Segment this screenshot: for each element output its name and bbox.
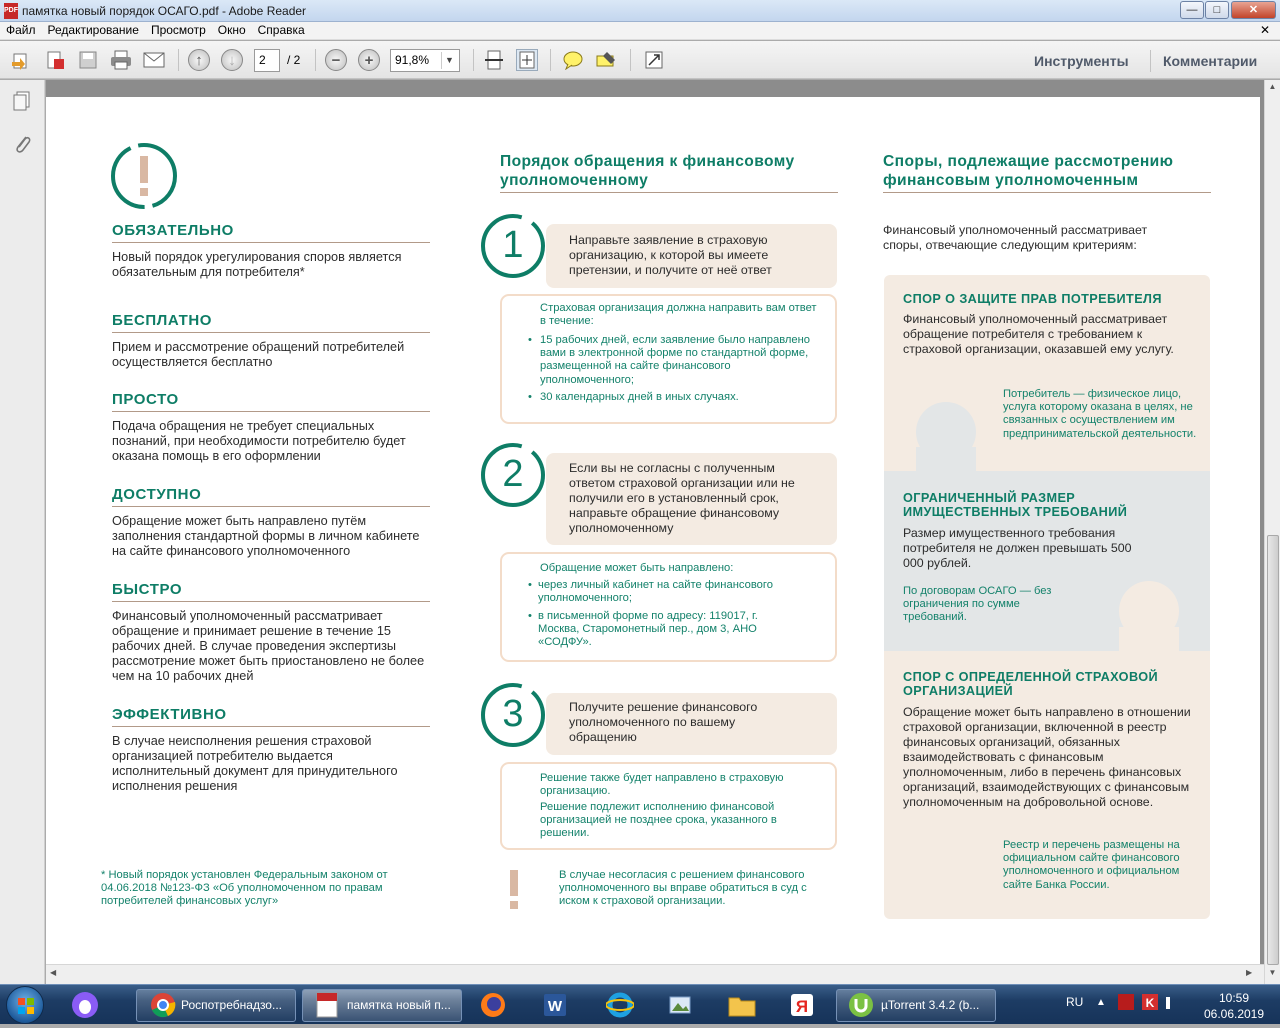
warning-text: В случае несогласия с решением финансового уполномоченного вы вправе обратиться в суд с иском к страховой организации. bbox=[559, 869, 807, 908]
exclamation-circle-icon bbox=[110, 142, 178, 210]
step-3-circle bbox=[480, 682, 546, 748]
criterion-1-title: СПОР О ЗАЩИТЕ ПРАВ ПОТРЕБИТЕЛЯ bbox=[903, 292, 1162, 306]
note-intro: Страховая организация должна направить вам ответ в течение: bbox=[540, 302, 817, 328]
taskbar-label: памятка новый п... bbox=[347, 998, 451, 1012]
window-title: памятка новый порядок ОСАГО.pdf - Adobe Reader bbox=[22, 4, 307, 18]
toolbar bbox=[0, 41, 1280, 79]
chrome-icon bbox=[148, 991, 178, 1019]
alice-icon[interactable] bbox=[70, 991, 100, 1019]
horizontal-scrollbar[interactable] bbox=[46, 964, 1264, 984]
puzzle-knob bbox=[916, 447, 976, 477]
section-title: ДОСТУПНО bbox=[112, 486, 430, 507]
menu-view[interactable]: Просмотр bbox=[150, 23, 206, 37]
menu-help[interactable]: Справка bbox=[257, 23, 305, 37]
create-pdf-icon[interactable] bbox=[44, 49, 66, 71]
page-total: / 2 bbox=[287, 53, 301, 67]
chevron-down-icon[interactable]: ▼ bbox=[441, 52, 457, 69]
svg-text:Я: Я bbox=[795, 997, 809, 1016]
middle-title: Порядок обращения к финансовому уполномоченному bbox=[500, 152, 838, 193]
scroll-up-icon[interactable]: ▲ bbox=[1268, 82, 1277, 91]
save-icon[interactable] bbox=[77, 49, 99, 71]
scroll-left-icon[interactable]: ◀ bbox=[50, 968, 57, 977]
menu-bar bbox=[0, 22, 1280, 40]
fullscreen-icon[interactable] bbox=[643, 49, 665, 71]
step-2-circle bbox=[480, 442, 546, 508]
criterion-3-text: Обращение может быть направлено в отношении страховой организации, включенной в реестр финансовых организаций, обязанных взаимодействовать с финансовым уполномоченным, либо в перечень финансовых организаций, взаимодействующих с финансовым уполномоченным на добровольной основе. bbox=[903, 705, 1191, 809]
criterion-1-note: Потребитель — физическое лицо, услуга которому оказана в целях, не связанных с осуществлением им предпринимательской деятельности. bbox=[1003, 388, 1197, 440]
taskbar-label: µTorrent 3.4.2 (b... bbox=[881, 998, 980, 1012]
scroll-thumb[interactable] bbox=[1267, 535, 1279, 965]
criterion-3-note: Реестр и перечень размещены на официальном сайте финансового уполномоченного и официальном сайте Банка России. bbox=[1003, 839, 1180, 891]
step-number: 3 bbox=[502, 693, 524, 735]
footnote: * Новый порядок установлен Федеральным законом от 04.06.2018 №123-ФЗ «Об уполномоченном по правам потребителей финансовых услуг» bbox=[101, 869, 388, 908]
menu-close-icon[interactable]: ✕ bbox=[1259, 23, 1270, 37]
section-title: БЕСПЛАТНО bbox=[112, 312, 430, 333]
right-intro: Финансовый уполномоченный рассматривает споры, отвечающие следующим критериям: bbox=[883, 223, 1148, 252]
yandex-browser-icon[interactable] bbox=[787, 991, 817, 1019]
svg-text:K: K bbox=[1145, 996, 1155, 1010]
note-bullet: 15 рабочих дней, если заявление было направлено вами в электронной форме по стандартной форме, размещенной на сайте финансового уполномоченного; bbox=[540, 334, 811, 386]
scroll-right-icon[interactable]: ▶ bbox=[1246, 968, 1253, 977]
folder-icon[interactable] bbox=[727, 991, 757, 1019]
taskbar-label: Роспотребнадзо... bbox=[181, 998, 282, 1012]
scroll-down-icon[interactable]: ▼ bbox=[1268, 968, 1277, 977]
language-indicator[interactable]: RU bbox=[1066, 995, 1084, 1009]
navigation-pane bbox=[0, 80, 45, 984]
fit-page-icon[interactable] bbox=[516, 49, 538, 71]
criterion-2-text: Размер имущественного требования потребителя не должен превышать 500 000 рублей. bbox=[903, 526, 1132, 570]
tools-pane-button[interactable]: Инструменты bbox=[1034, 53, 1129, 69]
note-text: Решение подлежит исполнению финансовой организацией не позднее срока, указанного в решении. bbox=[540, 801, 777, 840]
menu-window[interactable]: Окно bbox=[217, 23, 246, 37]
bullet-dot: • bbox=[528, 579, 532, 591]
right-title: Споры, подлежащие рассмотрению финансовым уполномоченным bbox=[883, 152, 1211, 193]
exclamation-icon bbox=[509, 870, 519, 910]
section-text: Прием и рассмотрение обращений потребителей осуществляется бесплатно bbox=[112, 340, 405, 369]
utorrent-icon bbox=[846, 991, 876, 1019]
open-icon[interactable] bbox=[10, 49, 32, 71]
section-text: Новый порядок урегулирования споров является обязательным для потребителя* bbox=[112, 250, 402, 279]
fit-width-icon[interactable] bbox=[483, 49, 505, 71]
criterion-2-title: ОГРАНИЧЕННЫЙ РАЗМЕР ИМУЩЕСТВЕННЫХ ТРЕБОВАНИЙ bbox=[903, 491, 1128, 519]
zoom-select[interactable] bbox=[390, 49, 460, 72]
bullet-dot: • bbox=[528, 334, 532, 346]
section-title: ПРОСТО bbox=[112, 391, 430, 412]
pdf-page bbox=[46, 97, 1260, 964]
adobe-tray-icon[interactable] bbox=[1118, 994, 1134, 1013]
vertical-scrollbar[interactable] bbox=[1264, 80, 1280, 984]
criterion-2-note: По договорам ОСАГО — без ограничения по сумме требований. bbox=[903, 585, 1052, 624]
tray-expand-icon[interactable]: ▲ bbox=[1096, 997, 1106, 1008]
word-icon[interactable] bbox=[540, 991, 570, 1019]
pages-icon[interactable] bbox=[11, 90, 33, 115]
note-intro: Обращение может быть направлено: bbox=[540, 562, 734, 574]
section-text: Обращение может быть направлено путём заполнения стандартной формы в личном кабинете на сайте финансового уполномоченного bbox=[112, 514, 420, 558]
zoom-value: 91,8% bbox=[395, 53, 430, 67]
bullet-dot: • bbox=[528, 391, 532, 403]
firefox-icon[interactable] bbox=[478, 991, 508, 1019]
clock-date[interactable]: 06.06.2019 bbox=[1203, 1007, 1265, 1021]
note-bullet: через личный кабинет на сайте финансового уполномоченного; bbox=[538, 579, 773, 605]
clock-time[interactable]: 10:59 bbox=[1218, 991, 1250, 1005]
step-number: 2 bbox=[502, 453, 524, 495]
highlight-icon[interactable] bbox=[595, 49, 617, 71]
section-text: В случае неисполнения решения страховой организацией потребителю выдается исполнительный документ для принудительного исполнения решения bbox=[112, 734, 398, 793]
step-2-text: Если вы не согласны с полученным ответом страховой организации или не получили его в установленный срок, направьте обращение финансовому уполномоченному bbox=[569, 461, 795, 535]
taskbar bbox=[0, 984, 1280, 1024]
attachments-icon[interactable] bbox=[11, 132, 33, 159]
zoom-out-button[interactable]: − bbox=[325, 49, 347, 71]
puzzle-knob bbox=[1119, 627, 1179, 657]
prev-page-button[interactable]: ↑ bbox=[188, 49, 210, 71]
comment-icon[interactable] bbox=[562, 49, 584, 71]
maximize-button[interactable]: □ bbox=[1205, 1, 1229, 19]
step-1-text: Направьте заявление в страховую организацию, к которой вы имеете претензии, и получите от неё ответ bbox=[569, 233, 772, 277]
step-2-note bbox=[500, 552, 837, 662]
section-text: Финансовый уполномоченный рассматривает обращение и принимает решение в течение 15 рабочих дней. В случае проведения экспертизы рассмотрение может быть приостановлено не более чем на 10 рабочих дней bbox=[112, 609, 425, 683]
pdf-icon: PDF bbox=[4, 3, 18, 19]
criterion-1-text: Финансовый уполномоченный рассматривает обращение потребителя с требованием к страховой организации, оказавшей ему услугу. bbox=[903, 312, 1174, 356]
step-number: 1 bbox=[502, 224, 524, 266]
pdf-icon bbox=[312, 991, 342, 1019]
zoom-in-button[interactable]: + bbox=[358, 49, 380, 71]
step-3-text: Получите решение финансового уполномоченного по вашему обращению bbox=[569, 700, 758, 744]
email-icon[interactable] bbox=[143, 49, 165, 71]
criterion-3-title: СПОР С ОПРЕДЕЛЕННОЙ СТРАХОВОЙ ОРГАНИЗАЦИЕЙ bbox=[903, 670, 1158, 698]
note-bullet: 30 календарных дней в иных случаях. bbox=[540, 391, 739, 403]
section-title: БЫСТРО bbox=[112, 581, 430, 602]
section-text: Подача обращения не требует специальных познаний, при необходимости потребителю будет оказана помощь в его оформлении bbox=[112, 419, 406, 463]
note-text: Решение также будет направлено в страховую организацию. bbox=[540, 772, 784, 798]
print-icon[interactable] bbox=[110, 49, 132, 71]
close-button[interactable]: ✕ bbox=[1231, 1, 1276, 19]
menu-edit[interactable]: Редактирование bbox=[47, 23, 139, 37]
internet-explorer-icon[interactable] bbox=[605, 991, 635, 1019]
step-3-note bbox=[500, 762, 837, 850]
note-bullet: в письменной форме по адресу: 119017, г. Москва, Старомонетный пер., дом 3, АНО «СОДФУ». bbox=[538, 610, 758, 649]
menu-file[interactable]: Файл bbox=[6, 23, 36, 37]
next-page-button[interactable]: ↓ bbox=[221, 49, 243, 71]
step-1-note bbox=[500, 294, 837, 424]
bullet-dot: • bbox=[528, 610, 532, 622]
start-button[interactable] bbox=[6, 986, 44, 1024]
signal-icon bbox=[1166, 997, 1170, 1009]
section-title: ЭФФЕКТИВНО bbox=[112, 706, 430, 727]
page-number-input[interactable]: 2 bbox=[254, 49, 280, 72]
pictures-icon[interactable] bbox=[665, 991, 695, 1019]
title-bar bbox=[0, 0, 1280, 22]
minimize-button[interactable]: — bbox=[1180, 1, 1204, 19]
section-title: ОБЯЗАТЕЛЬНО bbox=[112, 222, 430, 243]
comments-pane-button[interactable]: Комментарии bbox=[1163, 53, 1258, 69]
antivirus-tray-icon[interactable] bbox=[1142, 994, 1158, 1013]
svg-text:W: W bbox=[547, 998, 563, 1015]
document-view bbox=[46, 80, 1268, 964]
step-1-circle bbox=[480, 213, 546, 279]
